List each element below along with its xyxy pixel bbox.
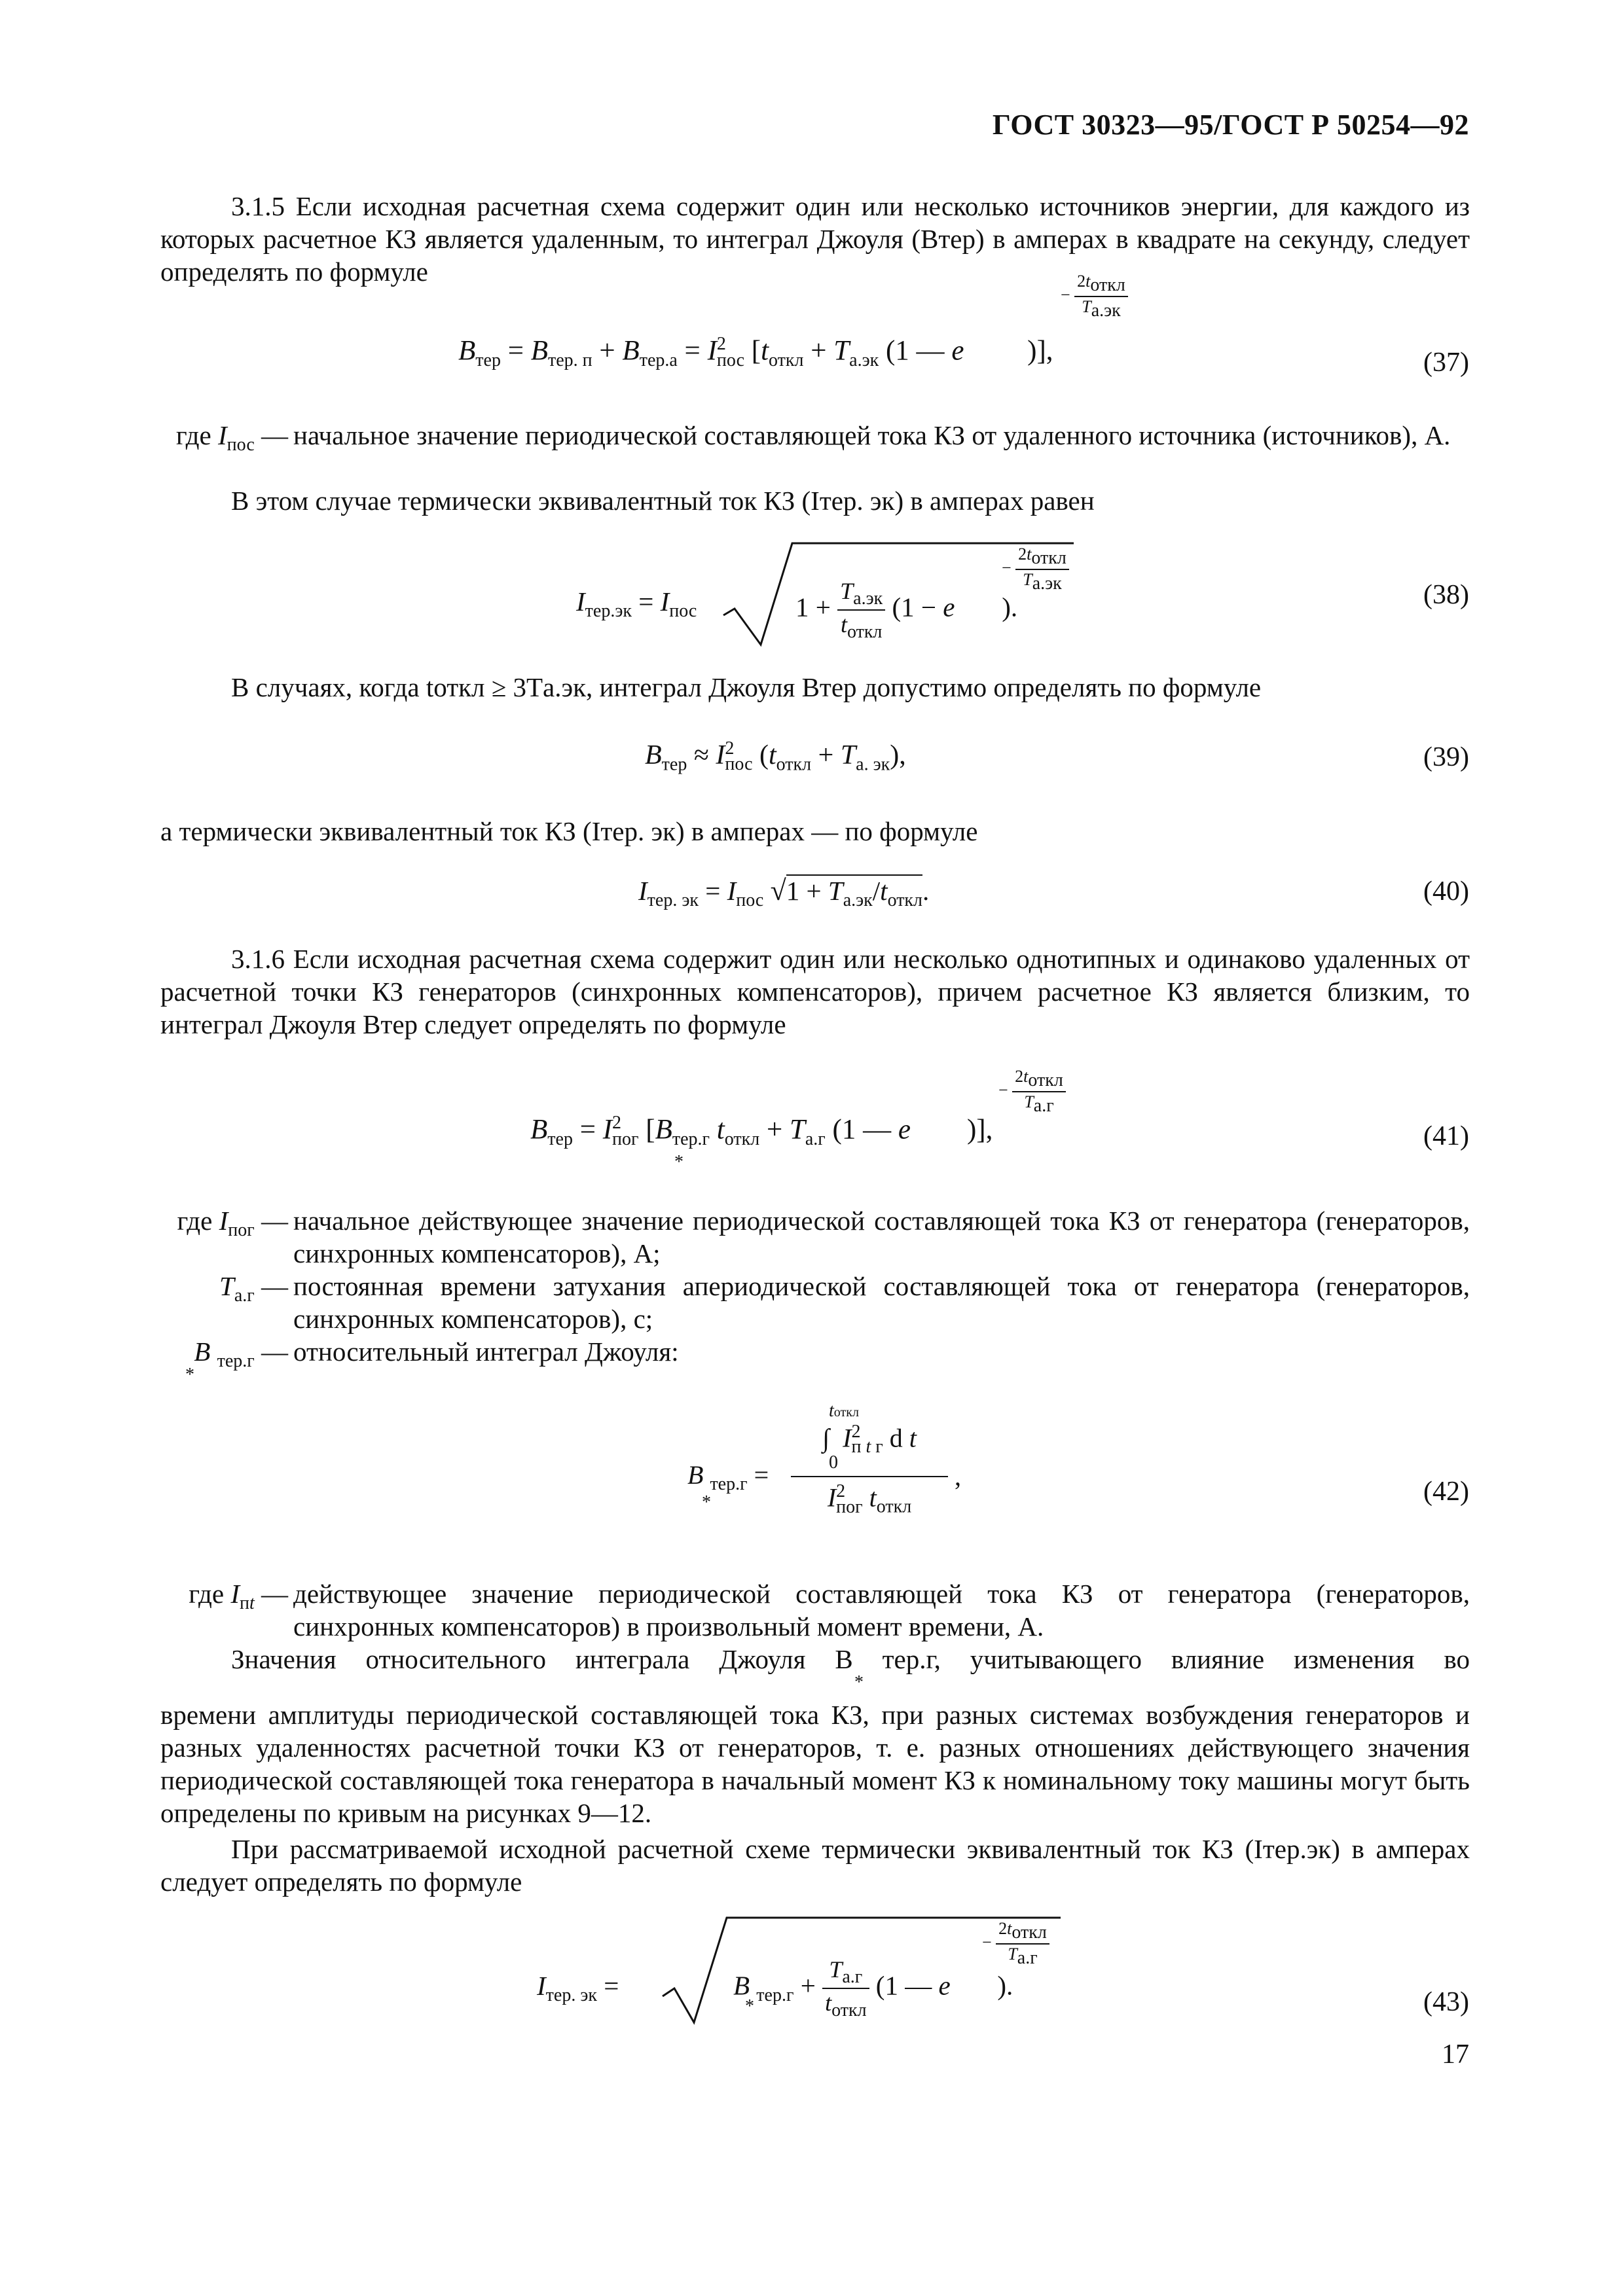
definition-ipos-term: где $I_{пос}$ —	[175, 420, 288, 456]
definition-ipog-term: где $I_{пог}$ —	[177, 1206, 288, 1241]
equation-40: $I_{тер. эк} = I_{пос}$ $√1 + T_{а.эк}/t_{откл}$.	[638, 874, 930, 911]
paragraph-values-line1: Значения относительного интеграла Джоуля B тер.г, учитывающего влияние изменения во	[231, 1644, 1470, 1674]
equation-38-number: (38)	[1423, 580, 1469, 610]
paragraph-thermal-current: В этом случае термически эквивалентный ток КЗ (Iтер. эк) в амперах равен	[231, 486, 1095, 516]
definition-inpt-body: действующее значение периодической составляющей тока КЗ от генератора (генераторов, синхронных компенсаторов) в произвольный момент времени, А.	[293, 1579, 1470, 1641]
equation-37: $B_{тер} = B_{тер. п} + B_{тер.а} = I^2_{пос}$ [$t_{откл} + T_{а.эк}$ (1 — e )],	[458, 334, 1053, 370]
equation-42-number: (42)	[1423, 1477, 1469, 1507]
section-3-1-5-paragraph: 3.1.5 Если исходная расчетная схема содержит один или несколько источников энергии, для каждого из которых расчетное КЗ является удаленным, то интеграл Джоуля (Bтер) в амперах в квадрате на секунду, следует определять по формуле	[160, 191, 1470, 287]
definition-bterg-asterisk: *	[185, 1365, 194, 1385]
equation-38: $I_{тер.эк} = I_{пос}$ 1 + $\frac{T_{а.эк}}{t_{откл}}$ (1 − e ). − $\frac{2t_{откл}}{T_{а.эк}}$	[576, 537, 1139, 648]
paragraph-43: При рассматриваемой исходной расчетной схеме термически эквивалентный ток КЗ (Iтер.эк) в амперах следует определять по формуле	[160, 1834, 1470, 1897]
equation-41: $B_{тер} = I^2_{пог}$ [$B_{тер.г}$ $t_{откл} + T_{а.г}$ (1 — e )],	[530, 1113, 993, 1149]
paragraph-values-continuation: времени амплитуды периодической составляющей тока КЗ, при разных системах возбуждения генераторов и разных удаленностях расчетной точки КЗ от генераторов, т. е. разных отношениях действующего значения периодической составляющей тока генератора в начальный момент КЗ к номинальному току машины могут быть определены по кривым на рисунках 9—12.	[160, 1700, 1470, 1828]
definition-ipos-body: начальное значение периодической составляющей тока КЗ от удаленного источника (источников), А.	[293, 420, 1451, 450]
definition-tag	[160, 1270, 1470, 1335]
paragraph-40: а термически эквивалентный ток КЗ (Iтер. эк) в амперах — по формуле	[160, 816, 978, 846]
definition-ipog-body: начальное действующее значение периодической составляющей тока КЗ от генератора (генераторов, синхронных компенсаторов), А;	[293, 1206, 1470, 1268]
equation-43: $I_{тер. эк}$ = B $_{тер.г}$ + $\frac{T_{а.г}}{t_{откл}}$ (1 — e ). * − $\frac{2t_{откл}}{T_{а.г}}$	[537, 1905, 1126, 2029]
definition-bterg-term: B $_{тер.г}$ —	[194, 1336, 288, 1372]
equation-39-number: (39)	[1423, 742, 1469, 772]
document-header: ГОСТ 30323—95/ГОСТ Р 50254—92	[992, 109, 1469, 141]
definition-bterg-body: относительный интеграл Джоуля:	[293, 1336, 679, 1367]
definition-tag-body: постоянная времени затухания апериодической составляющей тока от генератора (генераторов, синхронных компенсаторов), с;	[293, 1271, 1470, 1334]
equation-37-exponent: − $\frac{2t_{откл}}{T_{а.эк}}$	[1061, 272, 1128, 321]
paragraph-cases-39: В случаях, когда tоткл ≥ 3Tа.эк, интеграл Джоуля Bтер допустимо определять по формуле	[231, 672, 1262, 702]
definition-inpt-term: где $I_{пt}$ —	[189, 1579, 288, 1614]
equation-41-asterisk: *	[674, 1152, 684, 1172]
equation-43-number: (43)	[1423, 1987, 1469, 2017]
equation-39: $B_{тер} \approx I^2_{пос}$ $(t_{откл} + T_{а. эк})$,	[645, 738, 906, 775]
paragraph-values-asterisk: *	[854, 1672, 864, 1693]
definition-bterg	[160, 1335, 1470, 1374]
page-number: 17	[1442, 2039, 1469, 2070]
definition-ipog	[160, 1204, 1470, 1270]
definition-inpt	[160, 1577, 1470, 1643]
equation-40-number: (40)	[1423, 876, 1469, 906]
equation-37-number: (37)	[1423, 348, 1469, 378]
definition-tag-term: $T_{а.г}$ —	[219, 1271, 288, 1306]
section-3-1-6-paragraph: 3.1.6 Если исходная расчетная схема содержит один или несколько однотипных и одинаково удаленных от расчетной точки КЗ генераторов (синхронных компенсаторов), причем расчетное КЗ является близким, то интеграл Джоуля Bтер следует определять по формуле	[160, 944, 1470, 1039]
equation-41-number: (41)	[1423, 1121, 1469, 1151]
equation-41-exponent: − $\frac{2t_{откл}}{T_{а.г}}$	[998, 1067, 1066, 1117]
equation-42: B $_{тер.г}$ = * tоткл ∫ $I^2_{п t г}$ d t 0 $I^2_{пог}$ $t_{откл}$ ,	[687, 1401, 961, 1517]
